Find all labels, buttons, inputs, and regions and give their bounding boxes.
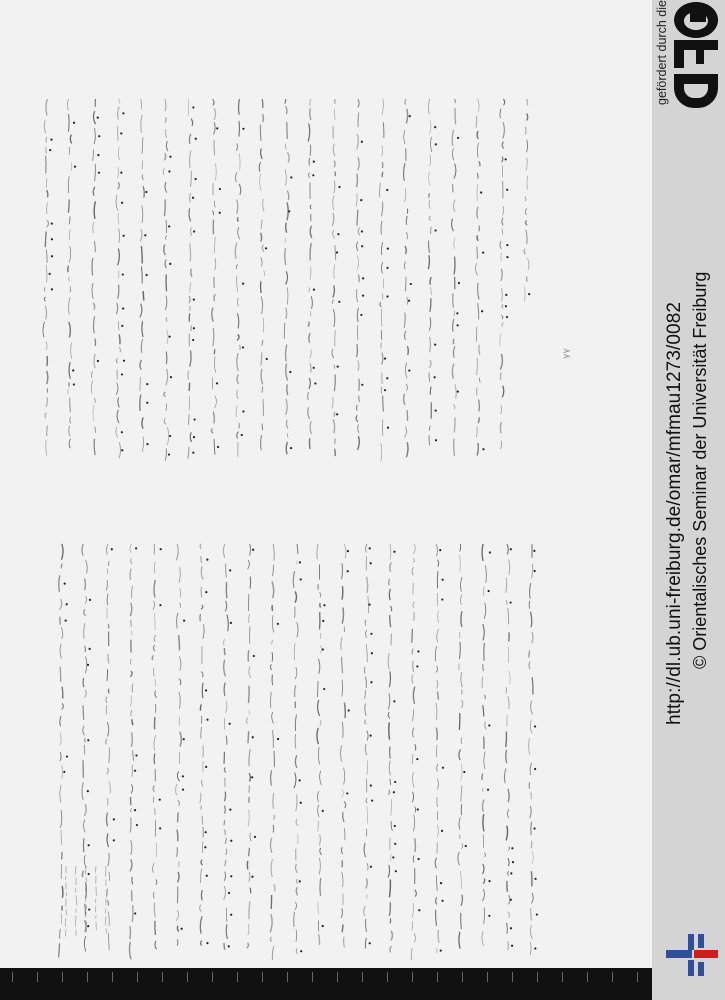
text-line: [235, 99, 244, 457]
ruler-tick: [37, 972, 38, 982]
text-line: [270, 544, 279, 960]
copyright-notice: © Orientalisches Seminar der Universität Freiburg: [690, 271, 710, 669]
ruler-tick: [162, 972, 163, 982]
ruler-tick: [537, 972, 538, 982]
ruler-tick: [462, 972, 463, 982]
ruler-tick: [12, 972, 13, 982]
ruler-tick: [187, 972, 188, 982]
ruler-tick: [262, 972, 263, 982]
freiburg-university-logo: [664, 930, 720, 980]
dfg-logo: [670, 0, 722, 112]
text-line: [67, 99, 76, 448]
ruler-tick: [212, 972, 213, 982]
text-line: [211, 99, 221, 455]
ruler-tick: [112, 972, 113, 982]
dfg-funding-label: gefördert durch die: [655, 0, 669, 105]
text-line: [116, 99, 125, 458]
marginal-note: [60, 860, 140, 940]
text-line: [504, 544, 514, 950]
ruler-tick: [337, 972, 338, 982]
text-line: [91, 99, 100, 455]
text-line: [246, 544, 256, 948]
ruler-tick: [87, 972, 88, 982]
text-line: [388, 544, 397, 952]
ruler-tick: [237, 972, 238, 982]
text-line: [293, 544, 302, 954]
ruler-tick: [487, 972, 488, 982]
text-line: [364, 544, 374, 949]
text-line: [356, 99, 364, 450]
text-line: [176, 544, 186, 946]
credits-rail: [652, 0, 725, 1000]
ruler-tick: [512, 972, 513, 982]
ruler-tick: [362, 972, 363, 982]
ruler-tick: [437, 972, 438, 982]
ruler-tick: [587, 972, 588, 982]
text-line: [524, 99, 530, 301]
ruler-tick: [387, 972, 388, 982]
text-line: [259, 99, 268, 450]
text-line: [428, 99, 437, 445]
text-line: [379, 99, 389, 461]
text-line: [332, 99, 341, 456]
text-line: [163, 99, 172, 461]
text-line: [404, 99, 412, 457]
text-line: [475, 99, 484, 455]
ruler-tick: [562, 972, 563, 982]
text-line: [340, 544, 349, 947]
text-line: [411, 544, 420, 960]
text-line: [435, 544, 444, 953]
ruler-tick: [637, 972, 638, 982]
text-line: [188, 99, 197, 459]
permalink-url[interactable]: http://dl.ub.uni-freiburg.de/omar/mfmau1273/0082: [664, 301, 685, 725]
text-line: [43, 99, 53, 456]
folio-number: ٧٧: [561, 348, 573, 359]
ruler-tick: [412, 972, 413, 982]
ruler-tick: [137, 972, 138, 982]
ruler-tick: [312, 972, 313, 982]
text-line: [317, 544, 326, 945]
ruler-tick: [62, 972, 63, 982]
text-line: [452, 99, 461, 456]
ruler-tick: [287, 972, 288, 982]
text-line: [140, 99, 149, 452]
text-line: [308, 99, 317, 449]
text-line: [458, 544, 467, 949]
text-line: [223, 544, 232, 950]
text-line: [500, 99, 509, 449]
scan-border-strip: [0, 968, 652, 1000]
text-line: [284, 99, 292, 454]
text-line: [529, 544, 538, 955]
manuscript-text-block-upper: [40, 95, 560, 465]
text-line: [482, 544, 491, 946]
text-line: [200, 544, 209, 946]
text-line: [152, 544, 162, 949]
ruler-tick: [612, 972, 613, 982]
